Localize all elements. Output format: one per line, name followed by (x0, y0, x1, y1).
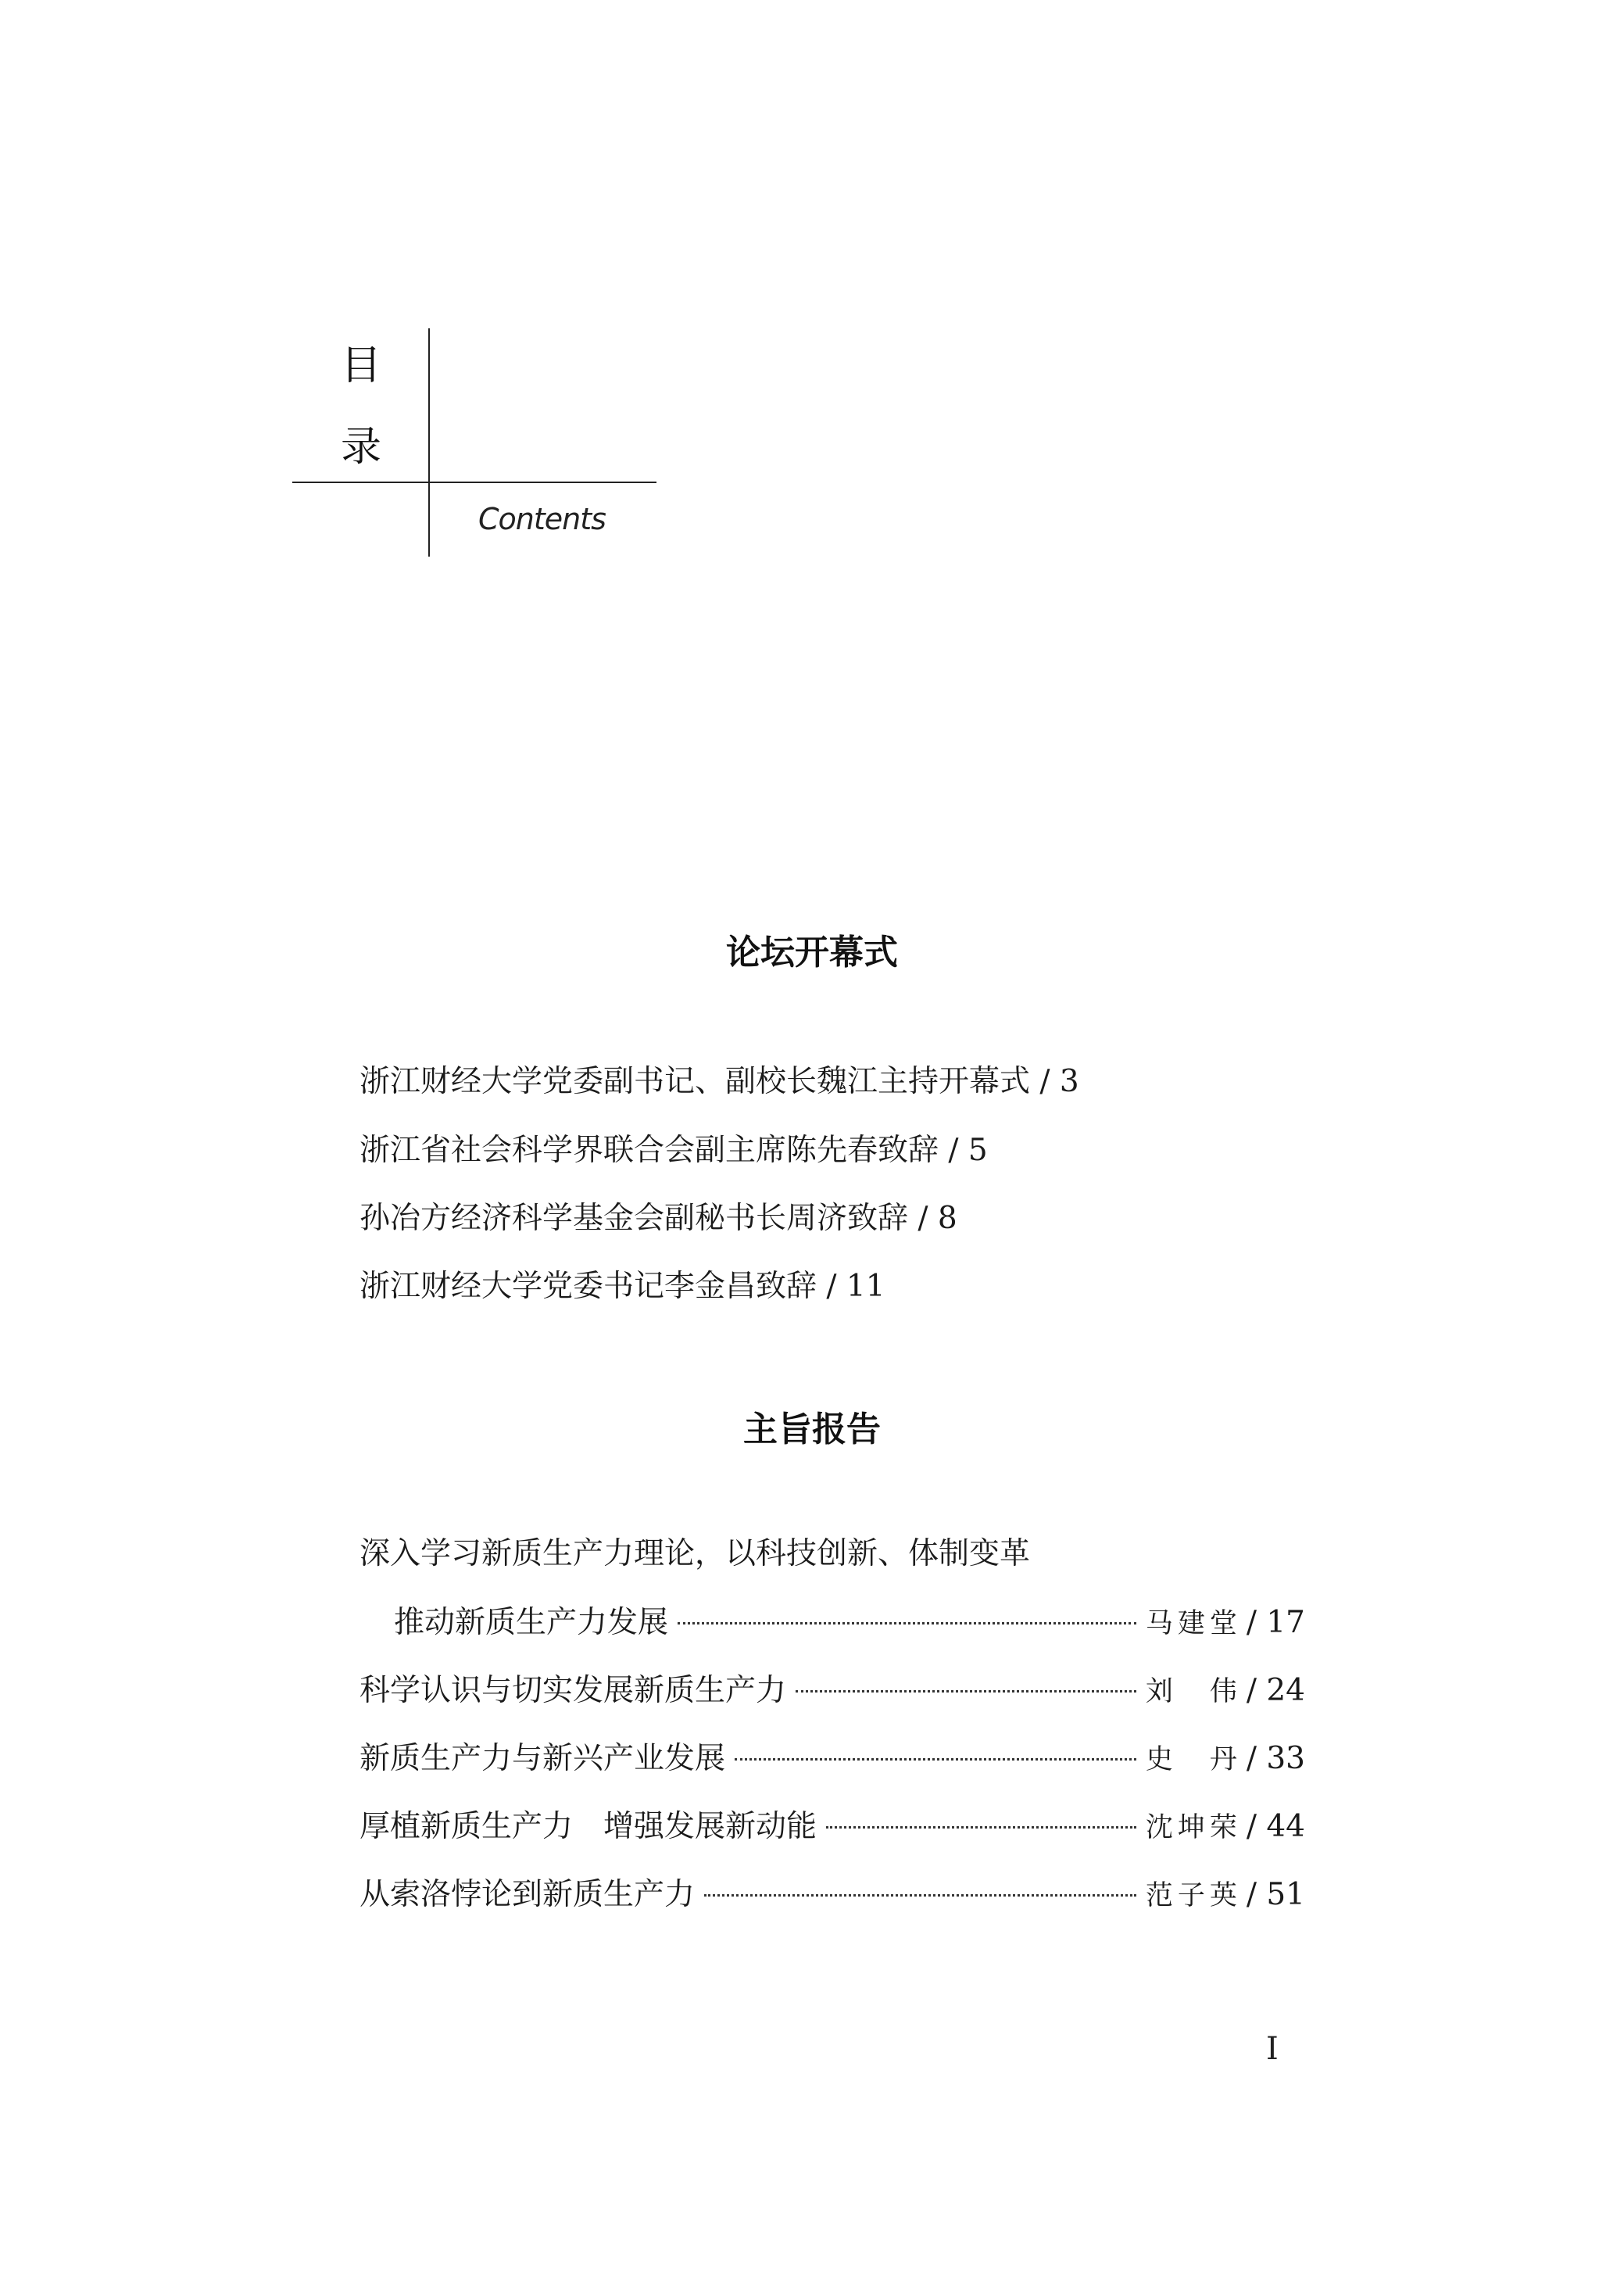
dot-leader (796, 1690, 1136, 1693)
toc-row-page: / 17 (1246, 1605, 1305, 1640)
toc-row[interactable] (359, 1739, 1305, 1780)
toc-row-title: 推动新质生产力发展 (394, 1605, 669, 1640)
toc-row-title: 新质生产力与新兴产业发展 (359, 1741, 726, 1776)
section-title-opening: 论坛开幕式 (726, 933, 898, 973)
toc-row[interactable] (359, 1807, 1305, 1848)
toc-entry[interactable]: 浙江省社会科学界联合会副主席陈先春致辞 / 5 (359, 1133, 988, 1168)
dot-leader (735, 1758, 1136, 1761)
header-char-mu: 目 (340, 342, 381, 389)
dot-leader (704, 1894, 1136, 1897)
toc-entry[interactable]: 浙江财经大学党委书记李金昌致辞 / 11 (359, 1269, 885, 1304)
toc-row-page: / 33 (1246, 1741, 1305, 1776)
toc-row-author: 史 丹 (1145, 1744, 1242, 1775)
toc-row[interactable] (359, 1875, 1305, 1916)
dot-leader (678, 1622, 1136, 1624)
toc-row-author: 刘 伟 (1145, 1676, 1242, 1707)
section-title-keynote: 主旨报告 (743, 1410, 881, 1449)
page-number: I (1266, 2031, 1279, 2067)
toc-entry-first-line[interactable]: 深入学习新质生产力理论，以科技创新、体制变革 (359, 1536, 1031, 1571)
toc-entry[interactable]: 孙冶方经济科学基金会副秘书长周济致辞 / 8 (359, 1201, 957, 1236)
toc-entry[interactable]: 浙江财经大学党委副书记、副校长魏江主持开幕式 / 3 (359, 1064, 1079, 1099)
header-horizontal-rule (292, 482, 656, 483)
toc-row-author: 马建堂 (1145, 1608, 1242, 1639)
header-vertical-rule (428, 328, 430, 557)
toc-row[interactable] (359, 1671, 1305, 1712)
toc-row-author: 范子英 (1145, 1880, 1242, 1911)
toc-row-title: 厚植新质生产力 增强发展新动能 (359, 1809, 817, 1844)
dot-leader (826, 1826, 1136, 1829)
header-char-lu: 录 (340, 424, 381, 471)
header-subtitle: Contents (478, 502, 606, 536)
toc-row-page: / 51 (1246, 1877, 1305, 1912)
toc-row[interactable] (394, 1603, 1305, 1644)
toc-row-title: 从索洛悖论到新质生产力 (359, 1877, 696, 1912)
toc-row-title: 科学认识与切实发展新质生产力 (359, 1673, 787, 1708)
toc-row-author: 沈坤荣 (1145, 1812, 1242, 1843)
toc-row-page: / 44 (1246, 1809, 1305, 1844)
toc-row-page: / 24 (1246, 1673, 1305, 1708)
